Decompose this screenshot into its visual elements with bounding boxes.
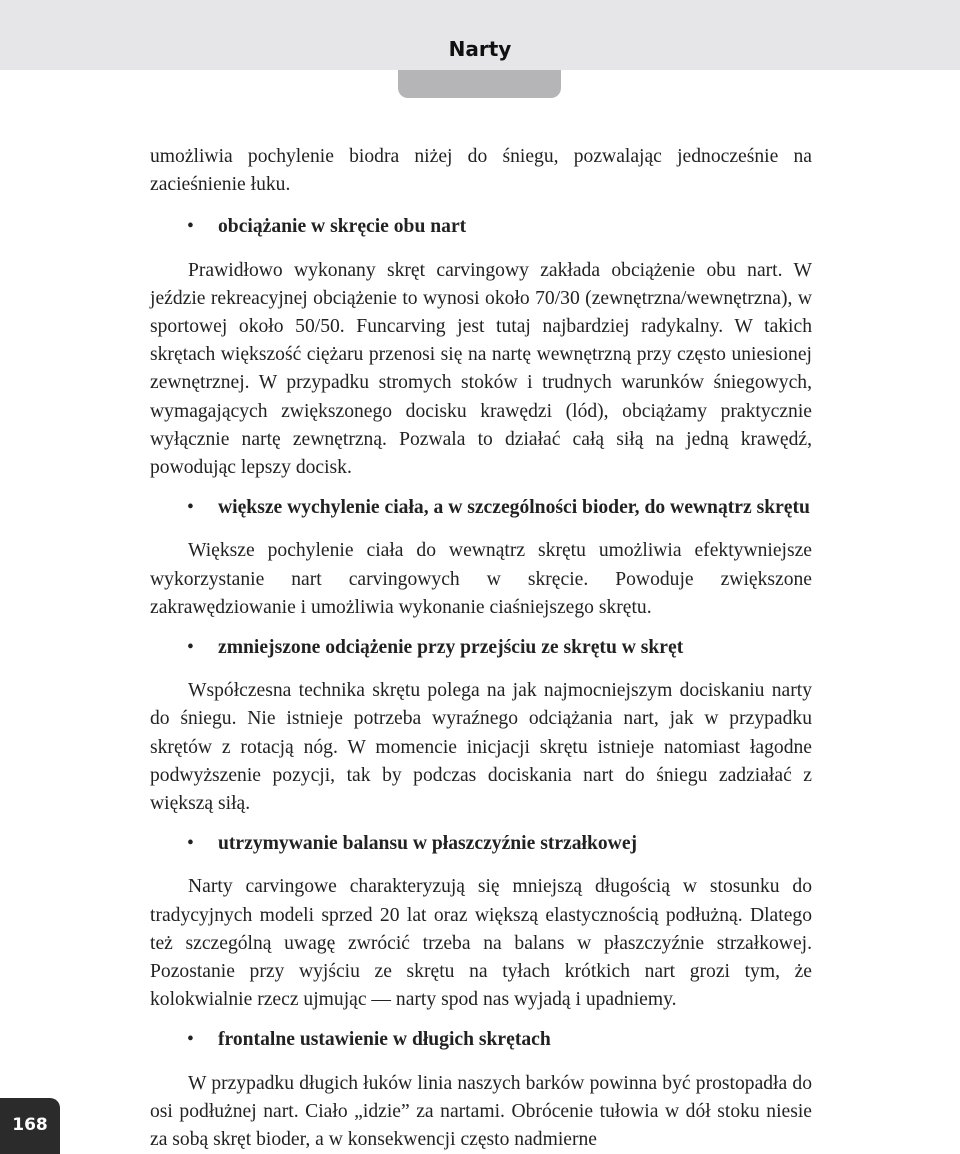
header-tab — [398, 70, 561, 98]
bullet-icon: • — [187, 833, 194, 855]
section-heading-text: zmniejszone odciążenie przy przejściu ze skrętu w skręt — [218, 637, 684, 659]
section-paragraph: Współczesna technika skrętu polega na jak najmocniejszym dociskaniu narty do śniegu. Nie istnieje potrzeba wyraźnego odciążania nart, jak w przypadku skrętów z rotacją nóg. W momencie inicjacji skrętu istnieje natomiast łagodne podwyższenie pozycji, tak by podczas dociskania nart do śniegu zadziałać z większą siłą. — [150, 680, 812, 815]
page-content — [150, 143, 812, 1154]
section-heading-text: większe wychylenie ciała, a w szczególności bioder, do wewnątrz skrętu — [218, 497, 810, 519]
section-heading-text: utrzymywanie balansu w płaszczyźnie strzałkowej — [218, 833, 638, 855]
bullet-icon: • — [187, 216, 194, 238]
chapter-title: Narty — [448, 37, 512, 61]
section-heading — [150, 213, 812, 241]
intro-paragraph: umożliwia pochylenie biodra niżej do śniegu, pozwalając jednocześnie na zacieśnienie łuku. — [150, 146, 812, 196]
section-paragraph: Większe pochylenie ciała do wewnątrz skrętu umożliwia efektywniejsze wykorzystanie nart carvingowych w skręcie. Powoduje zwiększone zakrawędziowanie i umożliwia wykonanie ciaśniejszego skrętu. — [150, 540, 812, 618]
section-heading-text: frontalne ustawienie w długich skrętach — [218, 1029, 551, 1051]
section-heading — [150, 1026, 812, 1054]
section-paragraph: Narty carvingowe charakteryzują się mniejszą długością w stosunku do tradycyjnych modeli sprzed 20 lat oraz większą elastycznością podłużną. Dlatego też szczególną uwagę zwrócić trzeba na balans w płaszczyźnie strzałkowej. Pozostanie przy wyjściu ze skrętu na tyłach krótkich nart grozi tym, że kolokwialnie rzecz ujmując — narty spod nas wyjadą i upadniemy. — [150, 876, 812, 1011]
bullet-icon: • — [187, 1029, 194, 1051]
section-heading — [150, 494, 812, 522]
section-heading — [150, 634, 812, 662]
section-paragraph: Prawidłowo wykonany skręt carvingowy zakłada obciążenie obu nart. W jeździe rekreacyjnej obciążenie to wynosi około 70/30 (zewnętrzna/wewnętrzna), w sportowej około 50/50. Funcarving jest tutaj najbardziej radykalny. W takich skrętach większość ciężaru przenosi się na nartę wewnętrzną przy często uniesionej zewnętrznej. W przypadku stromych stoków i trudnych warunków śniegowych, wymagających zwiększonego docisku krawędzi (lód), obciążamy praktycznie wyłącznie nartę zewnętrzną. Pozwala to działać całą siłą na jedną krawędź, powodując lepszy docisk. — [150, 259, 812, 479]
section-paragraph: W przypadku długich łuków linia naszych barków powinna być prostopadła do osi podłużnej nart. Ciało „idzie” za nartami. Obrócenie tułowia w dół stoku niesie za sobą skręt bioder, a w konsekwencji często nadmierne — [150, 1072, 812, 1151]
bullet-icon: • — [187, 497, 194, 519]
bullet-icon: • — [187, 637, 194, 659]
section-heading — [150, 830, 812, 858]
section-heading-text: obciążanie w skręcie obu nart — [218, 216, 467, 238]
page-number: 168 — [12, 1115, 48, 1135]
